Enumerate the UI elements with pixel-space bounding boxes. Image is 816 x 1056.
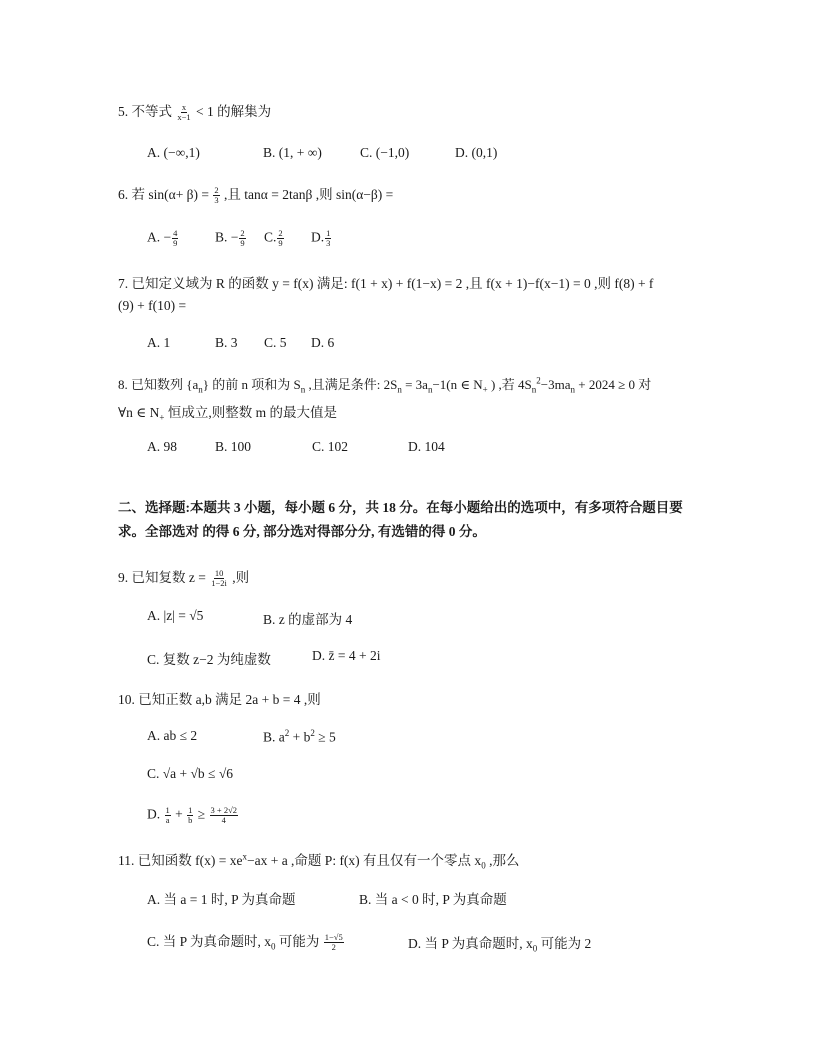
- q11-option-d: D. 当 P 为真命题时, $x_0$ 可能为 2: [408, 936, 592, 954]
- q5-option-b: B. (1, + ∞): [263, 145, 322, 160]
- q5-stem-pre: 5. 不等式: [118, 104, 172, 119]
- q6-option-a: A. − $\frac{4}{9}$: [147, 228, 178, 248]
- question-9: 9. 已知复数 z = $\frac{10}{1-2i}$ ,则: [118, 568, 250, 589]
- q9-option-a: A. |z| = √5: [147, 608, 204, 623]
- q6-stem-post: ,且 tanα = 2tanβ ,则 sin(α−β) =: [224, 187, 394, 202]
- question-11: 11. 已知函数 $f(x) = xe^x-ax + a$ ,命题 P: f(x) 有且仅有一个零点 $x_0$ ,那么: [118, 851, 520, 871]
- q9-option-c: C. 复数 z−2 为纯虚数: [147, 652, 271, 667]
- q8-option-b: B. 100: [215, 439, 252, 454]
- q9-option-b: B. z 的虚部为 4: [263, 612, 353, 627]
- question-5: [118, 100, 271, 122]
- q11-option-b: B. 当 a < 0 时, P 为真命题: [359, 892, 507, 907]
- q6-option-d: D. $\frac{1}{3}$: [311, 228, 331, 248]
- q5-fraction: $\frac{x}{x-1}$: [177, 102, 191, 123]
- question-6: [118, 183, 393, 205]
- q7-option-c: C. 5: [264, 335, 287, 350]
- question-8-line-2: ∀n ∈ $N_+$ 恒成立,则整数 m 的最大值是: [118, 405, 337, 423]
- q10-option-c: C. √a + √b ≤ √6: [147, 766, 233, 781]
- q10-option-b: B. $a^2 + b^2 \ge 5$: [263, 728, 336, 745]
- q6-fraction: $\frac{2}{3}$: [214, 185, 219, 206]
- section-2-instructions: 二、选择题:本题共 3 小题，每小题 6 分，共 18 分。在每小题给出的选项中，有多项符合题目要求。全部选对 的得 6 分, 部分选对得部分分, 有选错的得 0 分。: [118, 500, 683, 539]
- q8-option-c: C. 102: [312, 439, 349, 454]
- q10-option-a: A. ab ≤ 2: [147, 728, 198, 743]
- q6-option-b: B. − $\frac{2}{9}$: [215, 228, 245, 248]
- q7-option-d: D. 6: [311, 335, 335, 350]
- q8-option-d: D. 104: [408, 439, 445, 454]
- q11-option-a: A. 当 a = 1 时, P 为真命题: [147, 892, 296, 907]
- q11-option-c: C. 当 P 为真命题时, $x_0$ 可能为 $\frac{1-√5}{2}$: [147, 932, 343, 953]
- q8-option-a: A. 98: [147, 439, 177, 454]
- q6-option-c: C. $\frac{2}{9}$: [264, 228, 283, 248]
- q7-option-a: A. 1: [147, 335, 171, 350]
- q9-fraction: $\frac{10}{1-2i}$: [211, 568, 227, 589]
- q10-option-d: D. $\frac{1}{a}$ + $\frac{1}{b}$ ≥ $\frac{3 + 2√2}{4}$: [147, 805, 238, 825]
- q5-stem-post: < 1 的解集为: [196, 104, 272, 119]
- question-7-line-2: (9) + f(10) =: [118, 298, 187, 313]
- q5-option-d: D. (0,1): [455, 145, 498, 160]
- q7-option-b: B. 3: [215, 335, 238, 350]
- question-8-line-1: 8. 已知数列 $\{a_n\}$ 的前 n 项和为 $S_n$ ,且满足条件: $2S_n = 3a_n-1(n$ ∈ $N_+$ ) ,若 $4S_n^2-3ma_n + 2024 \ge 0$ 对: [118, 375, 652, 395]
- q6-stem-pre: 6. 若 sin(α+ β) =: [118, 187, 210, 202]
- question-7-line-1: 7. 已知定义域为 R 的函数 y = f(x) 满足: f(1 + x) + f(1−x) = 2 ,且 f(x + 1)−f(x−1) = 0 ,则 f(8) + f: [118, 276, 654, 291]
- question-10: 10. 已知正数 a,b 满足 2a + b = 4 ,则: [118, 692, 321, 707]
- q5-option-a: A. (−∞,1): [147, 145, 200, 160]
- q9-option-d: D. z̄ = 4 + 2i: [312, 648, 381, 663]
- q5-option-c: C. (−1,0): [360, 145, 410, 160]
